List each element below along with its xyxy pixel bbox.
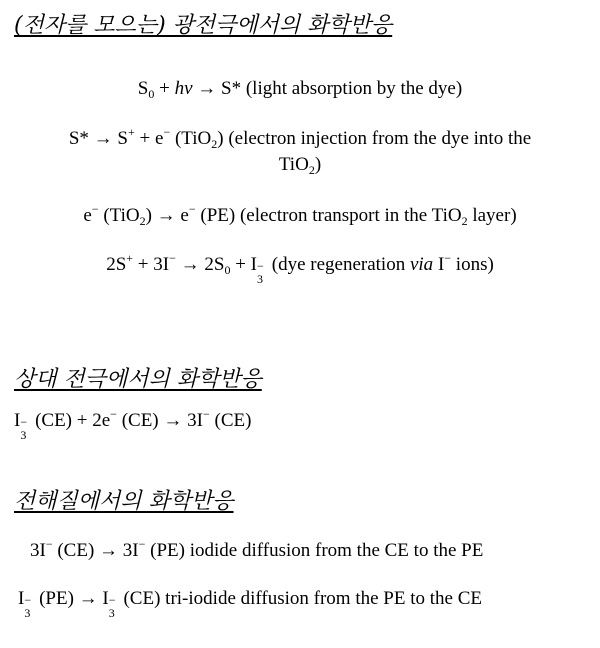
plus-sign: + xyxy=(76,410,88,431)
species: I xyxy=(437,254,445,275)
location: ) xyxy=(145,205,152,226)
superscript: − xyxy=(20,415,28,429)
species: 2S xyxy=(106,254,127,275)
subscript: 3 xyxy=(24,606,31,620)
species: 3I xyxy=(122,540,139,561)
reaction-arrow: → xyxy=(93,128,113,149)
reaction-light-absorption xyxy=(0,76,600,102)
species: I xyxy=(250,254,257,275)
superscript: − xyxy=(24,593,32,607)
reaction-note: tri-iodide diffusion from the PE to the CE xyxy=(165,588,482,609)
electrolyte-heading: 전해질에서의 화학반응 xyxy=(14,489,234,514)
sub-superscript xyxy=(24,593,34,620)
reaction-arrow: → xyxy=(180,254,200,275)
species: 2S xyxy=(204,254,225,275)
superscript: − xyxy=(169,251,176,265)
superscript: − xyxy=(91,202,99,216)
location: (CE) xyxy=(121,410,159,431)
reaction-arrow: → xyxy=(197,78,217,99)
reaction-note: iodide diffusion from the CE to the PE xyxy=(189,540,484,561)
superscript: − xyxy=(163,125,171,139)
superscript: + xyxy=(128,125,135,139)
species: I xyxy=(102,588,109,609)
reaction-note: layer) xyxy=(472,205,517,226)
reaction-arrow: → xyxy=(156,205,176,226)
reaction-dye-regeneration xyxy=(0,251,600,286)
photon-term: hv xyxy=(174,78,193,99)
reaction-arrow: → xyxy=(99,540,119,561)
counter-electrode-heading: 상대 전극에서의 화학반응 xyxy=(14,367,262,392)
subscript: 3 xyxy=(108,606,115,620)
subscript: 2 xyxy=(308,163,315,177)
species: S xyxy=(117,128,128,149)
subscript: 2 xyxy=(461,214,468,228)
reaction-triiodide-diffusion xyxy=(18,586,482,620)
location: (PE) xyxy=(200,205,236,226)
reaction-arrow: → xyxy=(78,588,98,609)
subscript: 3 xyxy=(20,428,27,442)
reaction-note: (dye regeneration xyxy=(271,254,406,275)
location: (CE) xyxy=(123,588,161,609)
species: 3I xyxy=(187,410,203,431)
plus-sign: + xyxy=(159,78,170,99)
reaction-note: (electron injection from the dye into the xyxy=(228,128,532,149)
superscript: − xyxy=(108,593,116,607)
species: e xyxy=(155,128,164,149)
subscript: 0 xyxy=(224,263,231,277)
location: (TiO xyxy=(103,205,140,226)
location: (CE) xyxy=(35,410,73,431)
superscript: − xyxy=(45,537,53,551)
species: 2e xyxy=(92,410,111,431)
species: I xyxy=(18,588,25,609)
species: 3I xyxy=(30,540,46,561)
reaction-electron-transport xyxy=(0,203,600,229)
subscript: 2 xyxy=(211,137,218,151)
reaction-electron-injection xyxy=(20,126,580,178)
subscript: 2 xyxy=(139,214,146,228)
location: (PE) xyxy=(39,588,74,609)
reaction-note: (electron transport in the TiO xyxy=(239,205,462,226)
superscript: − xyxy=(257,259,264,273)
sub-superscript xyxy=(108,593,119,620)
photoelectrode-heading: (전자를 모으는) 광전극에서의 화학반응 xyxy=(14,13,393,38)
plus-sign: + xyxy=(137,254,149,275)
reaction-iodide-diffusion xyxy=(30,538,483,564)
sub-superscript xyxy=(20,415,30,442)
species: e xyxy=(180,205,189,226)
reaction-note: ) xyxy=(314,154,322,175)
superscript: − xyxy=(188,202,196,216)
location: (CE) xyxy=(214,410,252,431)
species: S* xyxy=(221,78,242,99)
location: (TiO xyxy=(174,128,212,149)
location: (PE) xyxy=(150,540,185,561)
species: I xyxy=(14,410,21,431)
reaction-note: via xyxy=(409,254,434,275)
superscript: + xyxy=(126,251,134,265)
species: S* xyxy=(68,128,89,149)
reaction-note: TiO xyxy=(278,154,309,175)
location: (CE) xyxy=(57,540,95,561)
reaction-note: (light absorption by the dye) xyxy=(245,78,463,99)
species: 3I xyxy=(153,254,170,275)
reaction-arrow: → xyxy=(163,410,183,431)
location: ) xyxy=(217,128,224,149)
species: e xyxy=(83,205,92,226)
superscript: − xyxy=(444,251,452,265)
plus-sign: + xyxy=(235,254,246,275)
superscript: − xyxy=(138,537,146,551)
plus-sign: + xyxy=(139,128,151,149)
superscript: − xyxy=(202,407,210,421)
sub-superscript xyxy=(257,259,267,286)
subscript: 0 xyxy=(148,87,155,101)
superscript: − xyxy=(110,407,117,421)
reaction-note: ions) xyxy=(455,254,494,275)
subscript: 3 xyxy=(257,272,263,286)
species: S xyxy=(137,78,149,99)
reaction-counter-electrode xyxy=(14,407,252,442)
